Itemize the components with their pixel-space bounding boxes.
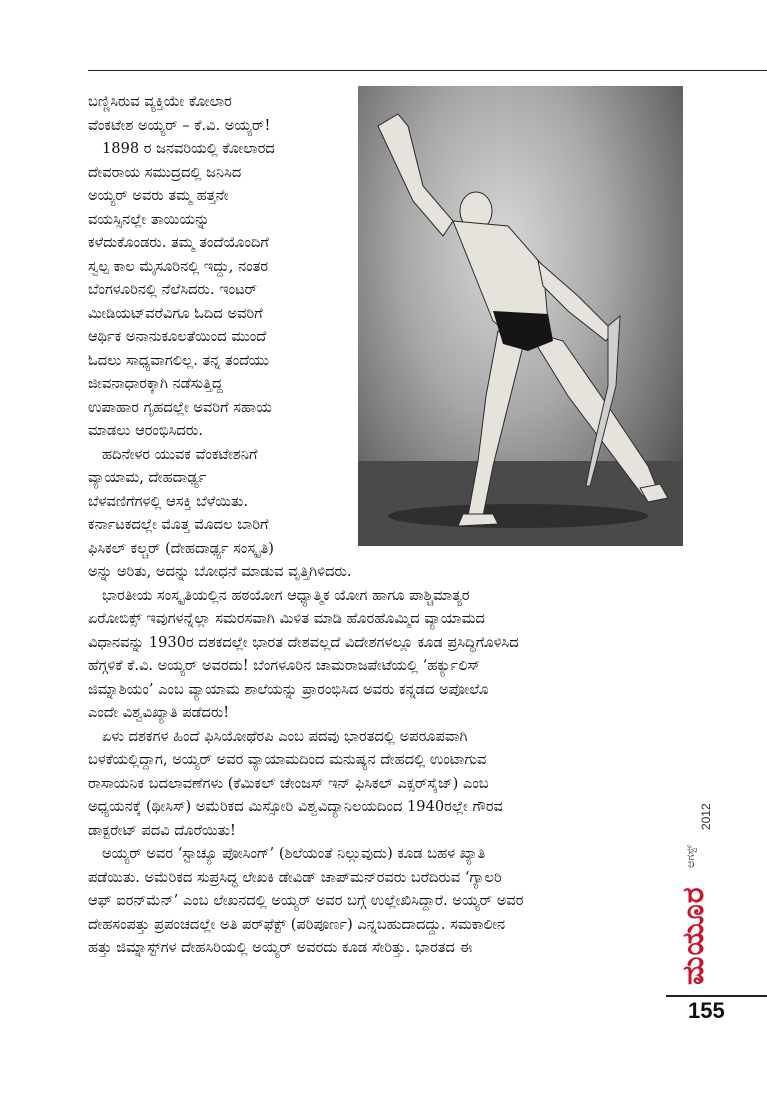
article-line: ಭಾರತೀಯ ಸಂಸ್ಕೃತಿಯಲ್ಲಿನ ಹಠಯೋಗ ಆಧ್ಯಾತ್ಮಿಕ ಯೋಗ ಹಾಗೂ ಪಾಶ್ಚಿಮಾತ್ಯರ (102, 586, 470, 604)
article-line: ಜಿಮ್ನಾಶಿಯಂ’ ಎಂಬ ವ್ಯಾಯಾಮ ಶಾಲೆಯನ್ನು ಪ್ರಾರಂಭಿಸಿದ ಅವರು ಕನ್ನಡದ ಅಪೋಲೊ (88, 680, 489, 698)
article-line: ಕಳೆದುಕೊಂಡರು. ತಮ್ಮ ತಂದೆಯೊಂದಿಗೆ (88, 234, 269, 251)
article-line: ಉಪಾಹಾರ ಗೃಹದಲ್ಲೇ ಅವರಿಗೆ ಸಹಾಯ (88, 398, 272, 416)
article-line: ಎಂದೇ ವಿಶ್ವವಿಖ್ಯಾತಿ ಪಡೆದರು! (88, 704, 230, 721)
issue-month: ಆಗಸ್ಟ್ (684, 844, 697, 868)
article-line: ಅನ್ನು ಅರಿತು, ಅದನ್ನು ಬೋಧನೆ ಮಾಡುವ ವೃತ್ತಿಗಿಳಿದರು. (88, 563, 352, 580)
article-line: ಆಫ್ ಐರನ್‌ಮೆನ್’ ಎಂಬ ಲೇಖನದಲ್ಲಿ ಅಯ್ಯರ್ ಅವರ ಬಗ್ಗೆ ಉಲ್ಲೇಖಿಸಿದ್ದಾರೆ. ಅಯ್ಯರ್ ಅವರ (88, 892, 524, 909)
article-line: 1898 ರ ಜನವರಿಯಲ್ಲಿ ಕೋಲಾರದ (102, 140, 275, 157)
article-line: ಹೆಗ್ಗಳಿಕೆ ಕೆ.ವಿ. ಅಯ್ಯರ್ ಅವರದು! ಬೆಂಗಳೂರಿನ ಚಾಮರಾಜಪೇಟೆಯಲ್ಲಿ ‘ಹರ್ಕ್ಯುಲಿಸ್ (88, 657, 480, 674)
article-line: ದೇವರಾಯ ಸಮುದ್ರದಲ್ಲಿ ಜನಿಸಿದ (88, 163, 242, 181)
article-line: ಬಳಕೆಯಲ್ಲಿದ್ದಾಗ, ಅಯ್ಯರ್ ಅವರ ವ್ಯಾಯಾಮದಿಂದ ಮನುಷ್ಯನ ದೇಹದಲ್ಲಿ ಉಂಟಾಗುವ (88, 751, 487, 768)
article-line: ದೇಹಸಂಪತ್ತು ಪ್ರಪಂಚದಲ್ಲೇ ಅತಿ ಪರ್‌ಫೆಕ್ಟ್ (ಪರಿಪೂರ್ಣ) ಎನ್ನಬಹುದಾದದ್ದು. ಸಮಕಾಲೀನ (88, 915, 506, 933)
article-line: ಮಾಡಲು ಆರಂಭಿಸಿದರು. (88, 422, 203, 439)
article-line: ಮೀಡಿಯಟ್‌ವರೆವಿಗೂ ಓದಿದ ಅವರಿಗೆ (88, 304, 263, 322)
article-line: ಫಿಸಿಕಲ್ ಕಲ್ಚರ್ (ದೇಹದಾರ್ಢ್ಯ ಸಂಸ್ಕೃತಿ) (88, 539, 274, 557)
article-line: ಅಯ್ಯರ್ ಅವರು ತಮ್ಮ ಹತ್ತನೇ (88, 187, 229, 204)
article-line: ಬೆಂಗಳೂರಿನಲ್ಲಿ ನೆಲೆಸಿದರು. ಇಂಟರ್ (88, 281, 258, 298)
article-line: ಬೆಳವಣಿಗೆಗಳಲ್ಲಿ ಆಸಕ್ತಿ ಬೆಳೆಯಿತು. (88, 492, 248, 510)
article-line: ಹದಿನೇಳರ ಯುವಕ ವೆಂಕಟೇಶನಿಗೆ (102, 445, 258, 463)
page-number-rule (666, 995, 767, 997)
article-body (88, 90, 648, 960)
article-line: ಸ್ವಲ್ಪ ಕಾಲ ಮೈಸೂರಿನಲ್ಲಿ ಇದ್ದು, ನಂತರ (88, 257, 269, 275)
article-line: ಪಡೆಯಿತು. ಅಮೆರಿಕದ ಸುಪ್ರಸಿದ್ಧ ಲೇಖಕಿ ಡೇವಿಡ್ ಚಾಪ್‌ಮನ್‌ರವರು ಬರೆದಿರುವ ‘ಗ್ಯಾಲರಿ (88, 868, 502, 886)
top-rule (88, 70, 767, 71)
article-line: ವ್ಯಾಯಾಮ, ದೇಹದಾರ್ಢ್ಯ (88, 469, 207, 486)
article-line: ಜೀವನಾಧಾರಕ್ಕಾಗಿ ನಡೆಸುತ್ತಿದ್ದ (88, 375, 223, 392)
article-line: ಅಯ್ಯರ್ ಅವರ ‘ಸ್ಟಾಚ್ಯೂ ಪೋಸಿಂಗ್’ (ಶಿಲೆಯಂತೆ ನಿಲ್ಲುವುದು) ಕೂಡ ಬಹಳ ಖ್ಯಾತಿ (102, 845, 486, 862)
article-line: ಏಳು ದಶಕಗಳ ಹಿಂದೆ ಫಿಸಿಯೋಥೆರಪಿ ಎಂಬ ಪದವು ಭಾರತದಲ್ಲಿ ಅಪರೂಪವಾಗಿ (102, 727, 468, 745)
magazine-name: ಮಯೂರ (676, 886, 711, 985)
article-line: ಏರೋಬಿಕ್ಸ್ ಇವುಗಳನ್ನೆಲ್ಲಾ ಸಮರಸವಾಗಿ ಮಿಳಿತ ಮಾಡಿ ಹೊರಹೊಮ್ಮಿದ ವ್ಯಾಯಾಮದ (88, 610, 485, 627)
article-line: ಡಾಕ್ಟರೇಟ್ ಪದವಿ ದೊರೆಯಿತು! (88, 821, 236, 839)
article-line: ವೆಂಕಟೇಶ ಅಯ್ಯರ್ – ಕೆ.ವಿ. ಅಯ್ಯರ್! (88, 116, 271, 134)
article-line: ಹತ್ತು ಜಿಮ್ನಾಸ್ಟ್‌ಗಳ ದೇಹಸಿರಿಯಲ್ಲಿ ಅಯ್ಯರ್ ಅವರದು ಕೂಡ ಸೇರಿತ್ತು. ಭಾರತದ ಈ (88, 939, 473, 956)
page-number: 155 (688, 998, 725, 1023)
article-line: ಆರ್ಥಿಕ ಅನಾನುಕೂಲತೆಯಿಂದ ಮುಂದೆ (88, 328, 267, 345)
article-line: ವಿಧಾನವನ್ನು 1930ರ ದಶಕದಲ್ಲೇ ಭಾರತ ದೇಶವಲ್ಲದೆ ವಿದೇಶಗಳಲ್ಲೂ ಕೂಡ ಪ್ರಸಿದ್ಧಿಗೊಳಿಸಿದ (88, 633, 519, 651)
article-line: ರಾಸಾಯನಿಕ ಬದಲಾವಣೆಗಳು (ಕೆಮಿಕಲ್ ಚೇಂಜಸ್ ಇನ್ ಫಿಸಿಕಲ್ ಎಕ್ಸರ್‌ಸೈಜ್) ಎಂಬ (88, 774, 489, 792)
article-line: ಅಧ್ಯಯನಕ್ಕೆ (ಥೀಸಿಸ್) ಅಮೆರಿಕದ ಮಿಸ್ಸೋರಿ ವಿಶ್ವವಿದ್ಯಾನಿಲಯದಿಂದ 1940ರಲ್ಲೇ ಗೌರವ (88, 798, 503, 815)
issue-year: 2012 (699, 803, 713, 830)
article-line: ಕರ್ನಾಟಕದಲ್ಲೇ ಮೊತ್ತ ಮೊದಲ ಬಾರಿಗೆ (88, 516, 269, 533)
article-line: ವಯಸ್ಸಿನಲ್ಲೇ ತಾಯಿಯನ್ನು (88, 210, 210, 228)
article-line: ಬಣ್ಣಿಸಿರುವ ವ್ಯಕ್ತಿಯೇ ಕೋಲಾರ (88, 93, 232, 110)
article-line: ಓದಲು ಸಾಧ್ಯವಾಗಲಿಲ್ಲ. ತನ್ನ ತಂದೆಯು (88, 351, 269, 369)
